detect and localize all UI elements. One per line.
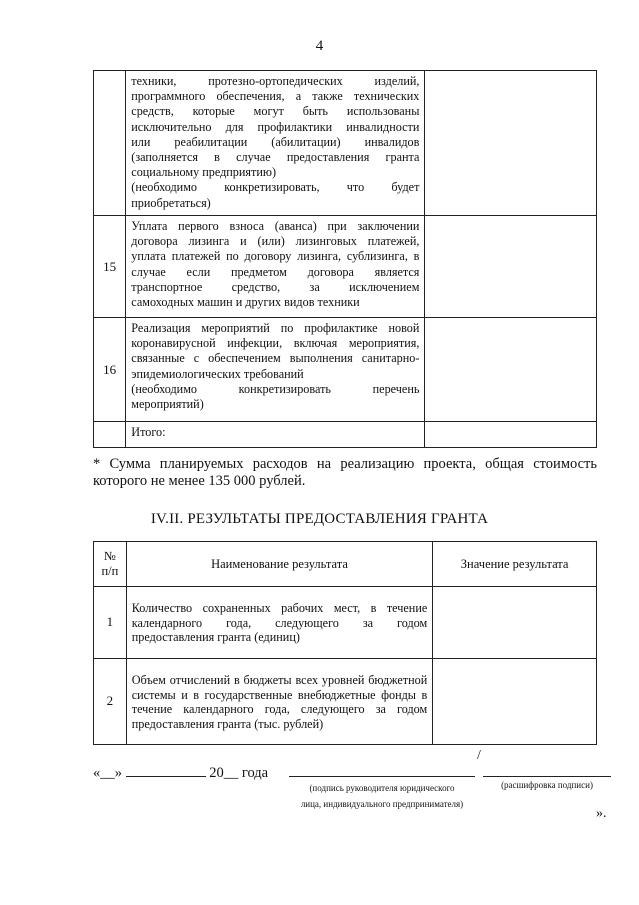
signature-caption-line2: лица, индивидуального предпринимателя) — [300, 799, 464, 809]
row-number: 1 — [94, 587, 127, 659]
text-line: исключительно для профилактики инвалидности — [131, 119, 420, 134]
text-line: социальному предприятию) — [131, 165, 277, 180]
text-line: коронавирусной инфекции, включая мероприятия, — [131, 336, 420, 351]
decoding-line — [483, 776, 611, 777]
row-description — [126, 216, 425, 318]
row-number — [94, 422, 126, 448]
text-line: эпидемиологических требований — [131, 366, 304, 381]
page-number: 4 — [315, 38, 324, 54]
text-line: Реализация мероприятий по профилактике новой — [131, 321, 420, 335]
date-day: «__» — [93, 765, 122, 781]
row-value — [425, 318, 597, 422]
section-title: IV.II. РЕЗУЛЬТАТЫ ПРЕДОСТАВЛЕНИЯ ГРАНТА — [150, 511, 489, 527]
closing-quote: ». — [596, 806, 607, 821]
text-line: приобретаться) — [131, 195, 211, 210]
row-number — [94, 71, 126, 216]
decoding-caption: (расшифровка подписи) — [501, 780, 593, 790]
row-number: 15 — [94, 216, 126, 318]
signature-caption — [289, 780, 475, 812]
row-value — [433, 587, 597, 659]
text-line: или реабилитации (абилитации) инвалидов — [131, 134, 420, 149]
footnote: * Сумма планируемых расходов на реализацию проекта, общая стоимость которого не менее 135 000 рублей. — [93, 456, 597, 489]
text-line: уплата платежей по договору лизинга, сублизинга, в — [131, 249, 420, 264]
row-description: Объем отчислений в бюджеты всех уровней бюджетной системы и в государственные внебюджетные фонды в течение календарного года, следующего за годом предоставления гранта (тыс. рублей) — [126, 659, 433, 745]
total-value — [425, 422, 597, 448]
results-table — [93, 541, 597, 745]
text-line: (необходимо конкретизировать перечень — [131, 381, 420, 396]
table-header-row — [94, 542, 597, 587]
header-number-line1: № — [103, 549, 116, 563]
signature-caption-line1: (подпись руководителя юридического — [309, 783, 455, 793]
signature-slash: / — [477, 748, 481, 763]
table-row — [94, 71, 597, 216]
costs-table — [93, 70, 597, 448]
text-line: Уплата первого взноса (аванса) при заключении — [131, 219, 420, 233]
date-year-suffix: года — [241, 765, 269, 781]
header-number — [94, 542, 127, 587]
text-line: техники, протезно-ортопедических изделий, — [131, 74, 420, 88]
text-line: связанные с обеспечением выполнения санитарно- — [131, 351, 420, 366]
text-line: самоходных машин и других видов техники — [131, 295, 360, 310]
date-line — [93, 762, 268, 782]
table-row — [94, 587, 597, 659]
row-description — [126, 318, 425, 422]
table-row — [94, 216, 597, 318]
signature-line — [289, 776, 475, 777]
table-row — [94, 318, 597, 422]
text-line: (заполняется в случае предоставления гранта — [131, 150, 420, 165]
date-month-line — [126, 762, 206, 777]
text-line: договора лизинга и (или) лизинговых платежей, — [131, 234, 420, 249]
header-value: Значение результата — [433, 542, 597, 587]
date-year-prefix: 20__ — [209, 765, 239, 781]
text-line: программного обеспечения, а также технических — [131, 89, 420, 104]
row-value — [425, 216, 597, 318]
row-description — [126, 71, 425, 216]
text-line: мероприятий) — [131, 397, 204, 412]
total-label: Итого: — [126, 422, 425, 448]
text-line: (необходимо конкретизировать, что будет — [131, 180, 420, 195]
row-description: Количество сохраненных рабочих мест, в течение календарного года, следующего за годом предоставления гранта (единиц) — [126, 587, 433, 659]
row-value — [425, 71, 597, 216]
row-number: 16 — [94, 318, 126, 422]
header-number-line2: п/п — [101, 564, 119, 578]
table-row — [94, 659, 597, 745]
text-line: транспортное средство, за исключением — [131, 279, 420, 294]
row-number: 2 — [94, 659, 127, 745]
text-line: случае если предметом договора является — [131, 264, 420, 279]
header-name: Наименование результата — [126, 542, 433, 587]
text-line: средств, которые могут быть использованы — [131, 104, 420, 119]
row-value — [433, 659, 597, 745]
table-row-total — [94, 422, 597, 448]
